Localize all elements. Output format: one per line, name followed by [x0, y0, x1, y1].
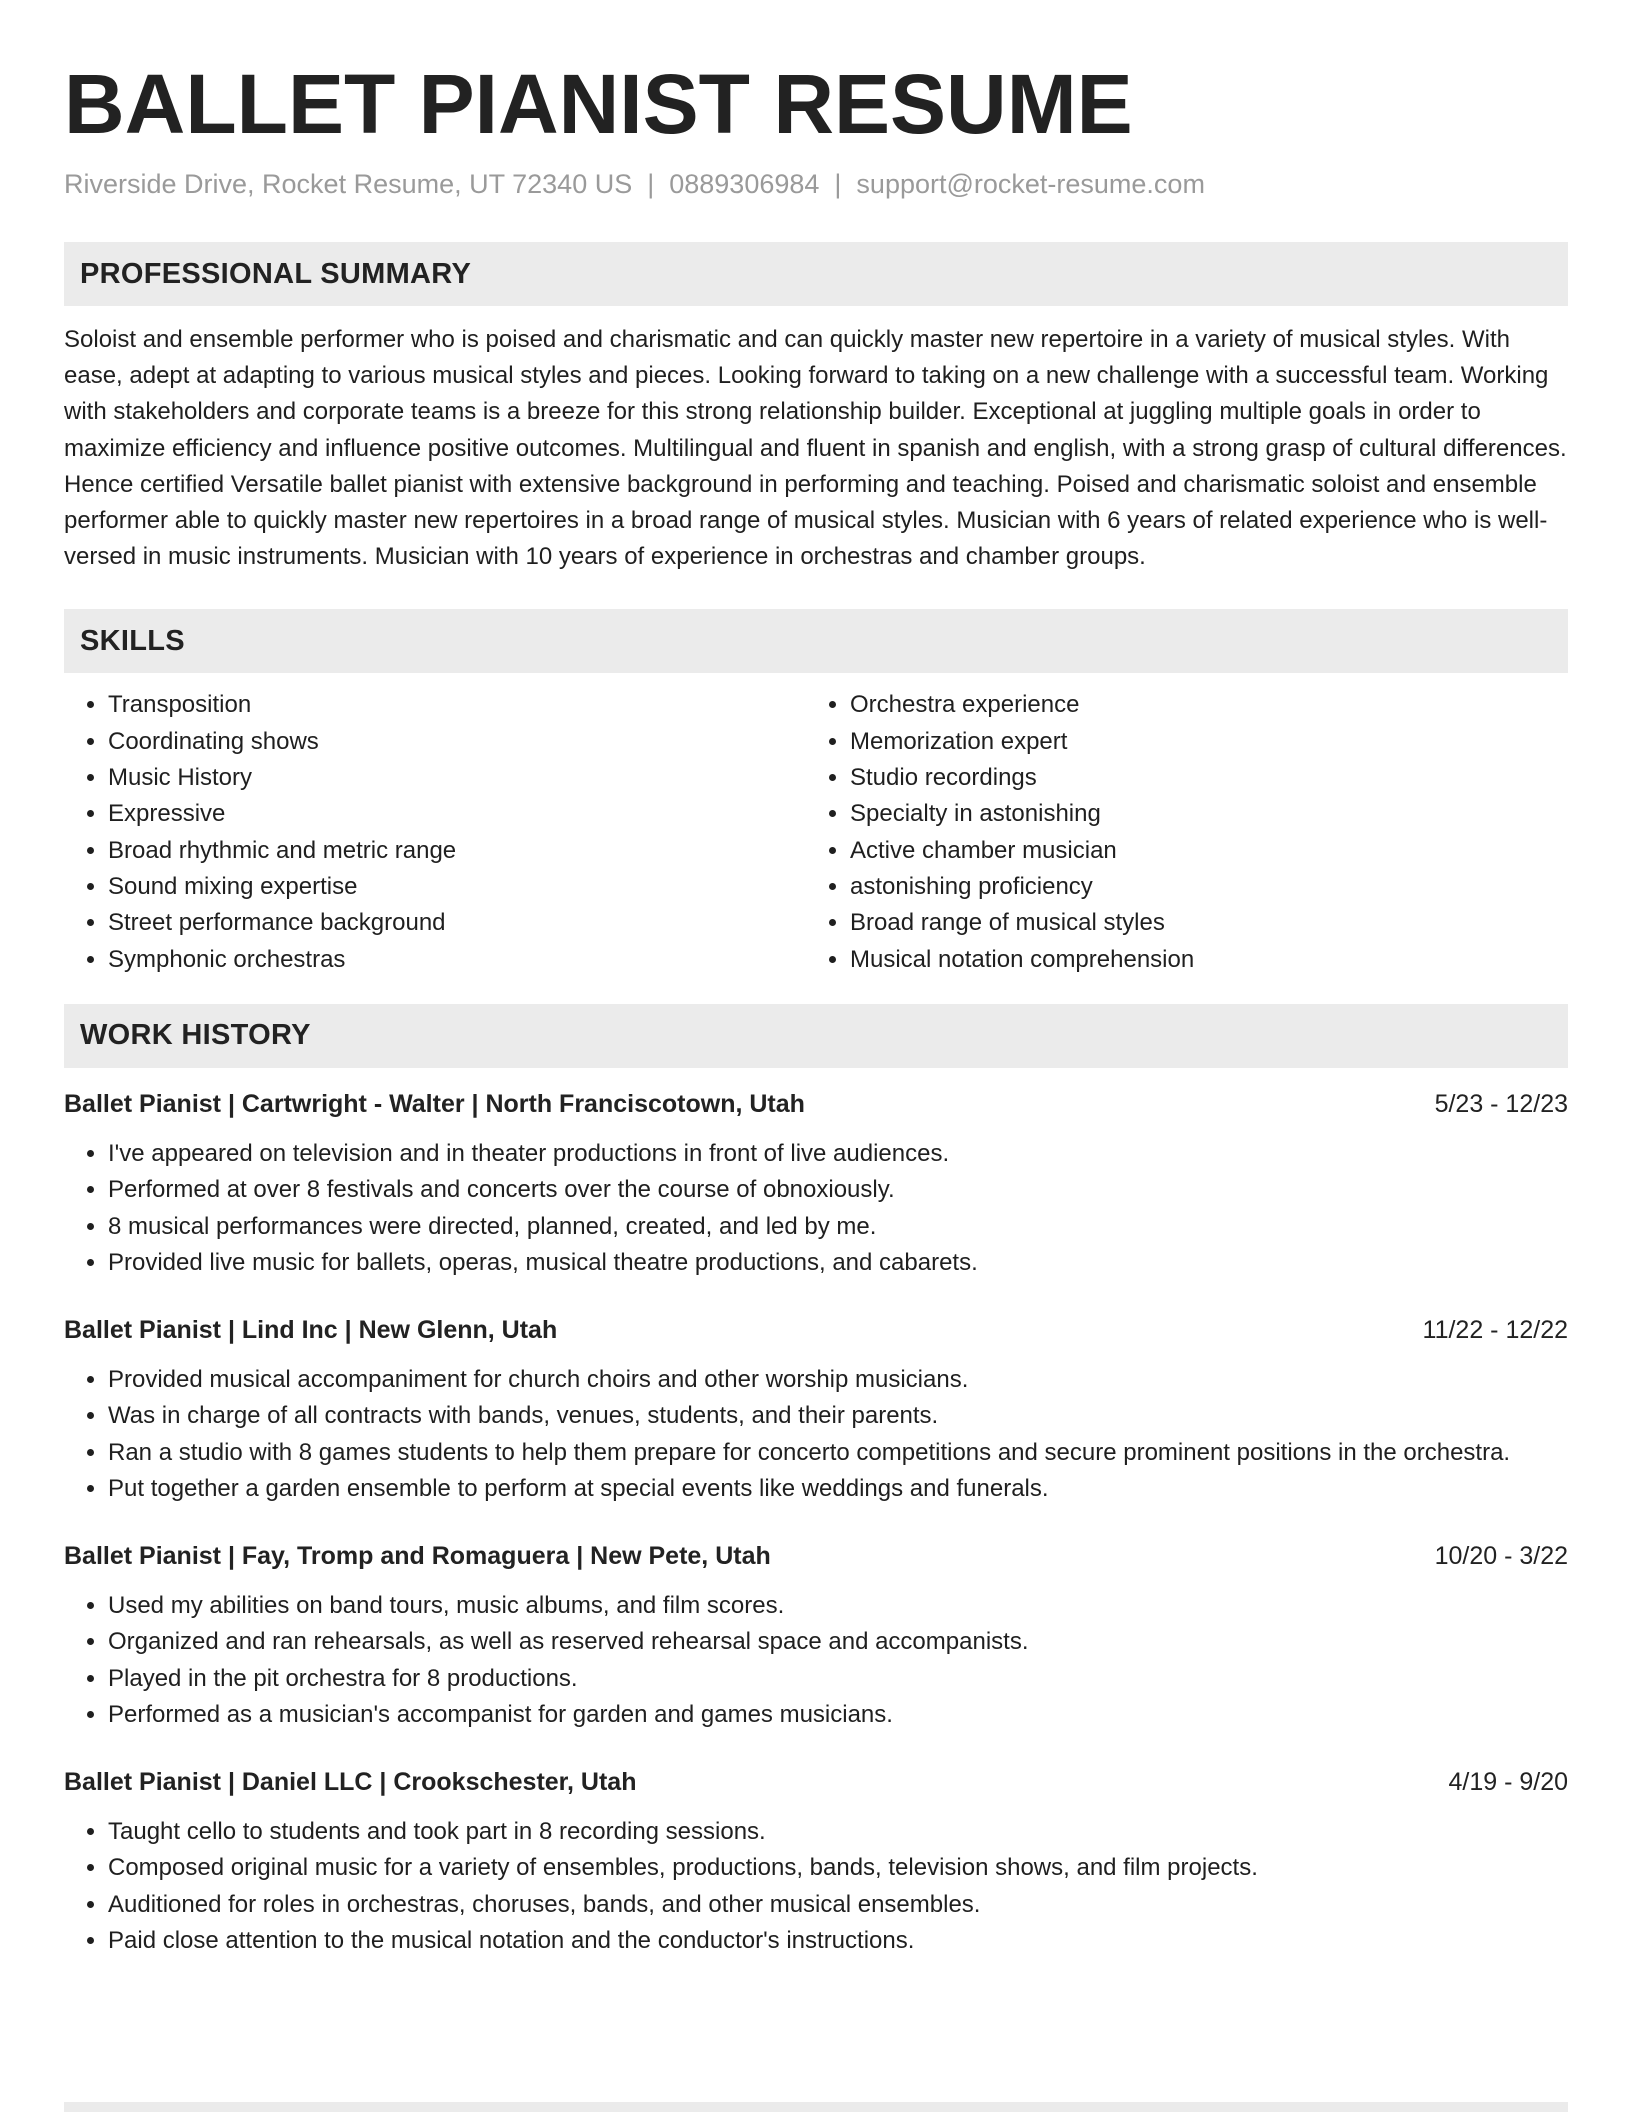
- job-bullet: • Taught cello to students and took part in 8 recording sessions.: [108, 1814, 1568, 1851]
- job-title: Ballet Pianist | Lind Inc | New Glenn, Utah: [64, 1315, 558, 1344]
- skills-columns: [64, 687, 1568, 977]
- job-bullet: • Used my abilities on band tours, music albums, and film scores.: [108, 1588, 1568, 1625]
- job-bullet: • Performed at over 8 festivals and concerts over the course of obnoxiously.: [108, 1172, 1568, 1209]
- skill-item: • Broad range of musical styles: [850, 905, 1548, 941]
- skill-item: • Expressive: [108, 796, 806, 832]
- job-bullet: • Paid close attention to the musical notation and the conductor's instructions.: [108, 1923, 1568, 1960]
- skill-item: • Street performance background: [108, 905, 806, 941]
- contact-separator: |: [834, 169, 842, 199]
- contact-address: Riverside Drive, Rocket Resume, UT 72340 US: [64, 169, 633, 199]
- section-header-summary: PROFESSIONAL SUMMARY: [64, 242, 1568, 306]
- job-bullet: • Organized and ran rehearsals, as well as reserved rehearsal space and accompanists.: [108, 1624, 1568, 1661]
- job-dates: 10/20 - 3/22: [1434, 1541, 1568, 1570]
- summary-text: Soloist and ensemble performer who is poised and charismatic and can quickly master new repertoire in a variety of musical styles. With ease, adept at adapting to various musical styles and pieces. Looking forward to taking on a new challenge with a successful team. Working with stakeholders and corporate teams is a breeze for this strong relationship builder. Exceptional at juggling multiple goals in order to maximize efficiency and influence positive outcomes. Multilingual and fluent in spanish and english, with a strong grasp of cultural differences. Hence certified Versatile ballet pianist with extensive background in performing and teaching. Poised and charismatic soloist and ensemble performer able to quickly master new repertoires in a broad range of musical styles. Musician with 6 years of related experience who is well-versed in music instruments. Musician with 10 years of experience in orchestras and chamber groups.: [64, 326, 1567, 571]
- skill-item: • Memorization expert: [850, 724, 1548, 760]
- job-entry: [64, 1312, 1568, 1508]
- job-dates: 4/19 - 9/20: [1448, 1767, 1568, 1796]
- job-title: Ballet Pianist | Daniel LLC | Crookschester, Utah: [64, 1767, 637, 1796]
- skills-list-right: [806, 687, 1548, 977]
- skill-item: • Active chamber musician: [850, 833, 1548, 869]
- job-entry: [64, 1086, 1568, 1282]
- job-title: Ballet Pianist | Fay, Tromp and Romaguera | New Pete, Utah: [64, 1541, 771, 1570]
- job-header: [64, 1312, 1568, 1348]
- job-header: [64, 1764, 1568, 1800]
- job-bullet: • Provided live music for ballets, operas, musical theatre productions, and cabarets.: [108, 1245, 1568, 1282]
- job-bullets: [64, 1814, 1568, 1960]
- job-dates: 11/22 - 12/22: [1422, 1315, 1568, 1344]
- job-dates: 5/23 - 12/23: [1434, 1089, 1568, 1118]
- section-header-skills: SKILLS: [64, 609, 1568, 673]
- job-bullets: [64, 1362, 1568, 1508]
- job-bullet: • Provided musical accompaniment for church choirs and other worship musicians.: [108, 1362, 1568, 1399]
- contact-email: support@rocket-resume.com: [856, 169, 1205, 199]
- skill-item: • Transposition: [108, 687, 806, 723]
- next-section-header-edge: [64, 2102, 1568, 2112]
- skill-item: • Specialty in astonishing: [850, 796, 1548, 832]
- job-bullet: • Ran a studio with 8 games students to help them prepare for concerto competitions and secure prominent positions in the orchestra.: [108, 1435, 1568, 1472]
- job-bullet: • Composed original music for a variety of ensembles, productions, bands, television shows, and film projects.: [108, 1850, 1568, 1887]
- skill-item: • Musical notation comprehension: [850, 942, 1548, 978]
- skill-item: • Music History: [108, 760, 806, 796]
- job-bullets: [64, 1588, 1568, 1734]
- job-header: [64, 1538, 1568, 1574]
- job-header: [64, 1086, 1568, 1122]
- job-entry: [64, 1764, 1568, 1960]
- job-bullet: • Was in charge of all contracts with bands, venues, students, and their parents.: [108, 1398, 1568, 1435]
- skill-item: • Broad rhythmic and metric range: [108, 833, 806, 869]
- contact-separator: |: [647, 169, 655, 199]
- resume-page: [64, 0, 1568, 1960]
- skill-item: • Sound mixing expertise: [108, 869, 806, 905]
- job-entry: [64, 1538, 1568, 1734]
- section-header-work-history: WORK HISTORY: [64, 1004, 1568, 1068]
- contact-line: [64, 166, 1568, 202]
- skill-item: • Orchestra experience: [850, 687, 1548, 723]
- job-bullet: • Performed as a musician's accompanist for garden and games musicians.: [108, 1697, 1568, 1734]
- job-bullet: • Auditioned for roles in orchestras, choruses, bands, and other musical ensembles.: [108, 1887, 1568, 1924]
- skill-item: • astonishing proficiency: [850, 869, 1548, 905]
- skill-item: • Symphonic orchestras: [108, 942, 806, 978]
- skill-item: • Studio recordings: [850, 760, 1548, 796]
- job-bullet: • Played in the pit orchestra for 8 productions.: [108, 1661, 1568, 1698]
- job-title: Ballet Pianist | Cartwright - Walter | North Franciscotown, Utah: [64, 1089, 805, 1118]
- skills-list-left: [64, 687, 806, 977]
- job-bullet: • I've appeared on television and in theater productions in front of live audiences.: [108, 1136, 1568, 1173]
- skill-item: • Coordinating shows: [108, 724, 806, 760]
- contact-phone: 0889306984: [669, 169, 820, 199]
- resume-title: BALLET PIANIST RESUME: [64, 57, 1133, 151]
- job-bullet: • 8 musical performances were directed, planned, created, and led by me.: [108, 1209, 1568, 1246]
- job-bullets: [64, 1136, 1568, 1282]
- job-bullet: • Put together a garden ensemble to perform at special events like weddings and funerals.: [108, 1471, 1568, 1508]
